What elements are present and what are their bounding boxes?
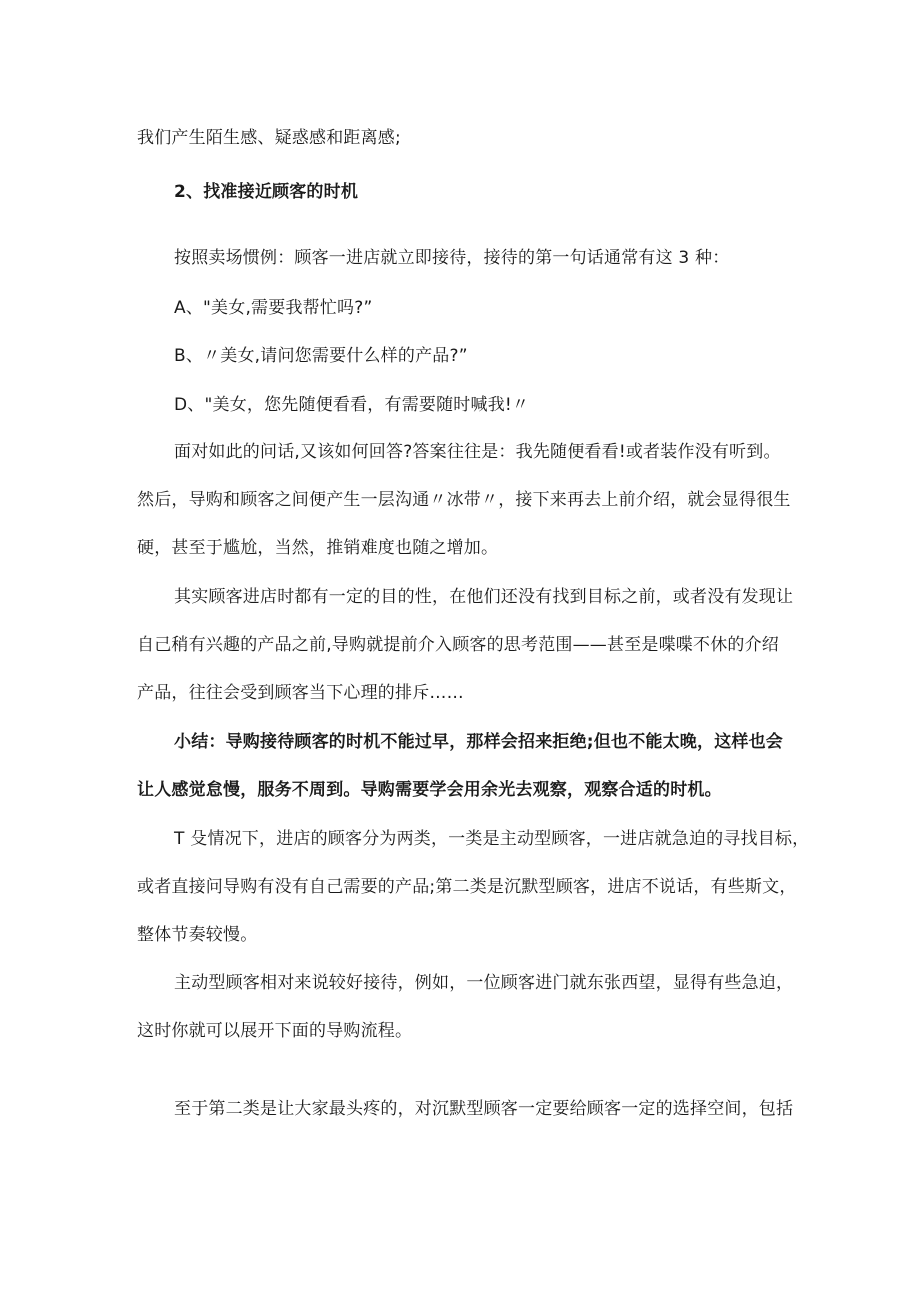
paragraph-line: 产品，往往会受到顾客当下心理的排斥…… xyxy=(137,683,464,703)
paragraph-line: 硬，甚至于尴尬，当然，推销难度也随之增加。 xyxy=(137,538,499,558)
paragraph-line: 整体节奏较慢。 xyxy=(137,925,258,945)
paragraph-line: 其实顾客进店时都有一定的目的性，在他们还没有找到目标之前，或者没有发现让 xyxy=(174,587,794,607)
paragraph-line: T 殳情况下，进店的顾客分为两类，一类是主动型顾客，一进店就急迫的寻找目标， xyxy=(174,829,810,849)
paragraph-line: 主动型顾客相对来说较好接待，例如，一位顾客进门就东张西望，显得有些急迫， xyxy=(174,973,794,993)
paragraph-line: 然后，导购和顾客之间便产生一层沟通〃冰带〃，接下来再去上前介绍，就会显得很生 xyxy=(137,490,791,510)
paragraph-line: 至于第二类是让大家最头疼的，对沉默型顾客一定要给顾客一定的选择空间，包括 xyxy=(174,1099,794,1119)
list-item-d: D、"美女，您先随便看看，有需要随时喊我!〃 xyxy=(174,395,530,415)
section-heading: 2、找准接近顾客的时机 xyxy=(174,182,359,202)
paragraph-line: 或者直接问导购有没有自己需要的产品;第二类是沉默型顾客，进店不说话，有些斯文， xyxy=(137,877,797,897)
paragraph-line: 这时你就可以展开下面的导购流程。 xyxy=(137,1021,413,1041)
list-item-b: B、〃美女,请问您需要什么样的产品?” xyxy=(174,346,468,366)
paragraph-line: 按照卖场惯例：顾客一进店就立即接待，接待的第一句话通常有这 3 种： xyxy=(174,248,730,268)
list-item-a: A、"美女,需要我帮忙吗?” xyxy=(174,298,373,318)
paragraph-line: 面对如此的问话,又该如何回答?答案往往是：我先随便看看!或者装作没有听到。 xyxy=(174,442,781,462)
summary-line: 让人感觉怠慢，服务不周到。导购需要学会用余光去观察，观察合适的时机。 xyxy=(137,780,722,800)
paragraph-line: 自己稍有兴趣的产品之前,导购就提前介入顾客的思考范围——甚至是喋喋不休的介绍 xyxy=(137,635,780,655)
paragraph-line: 我们产生陌生感、疑惑感和距离感; xyxy=(137,128,401,148)
summary-line: 小结：导购接待顾客的时机不能过早，那样会招来拒绝;但也不能太晚，这样也会 xyxy=(174,732,783,752)
